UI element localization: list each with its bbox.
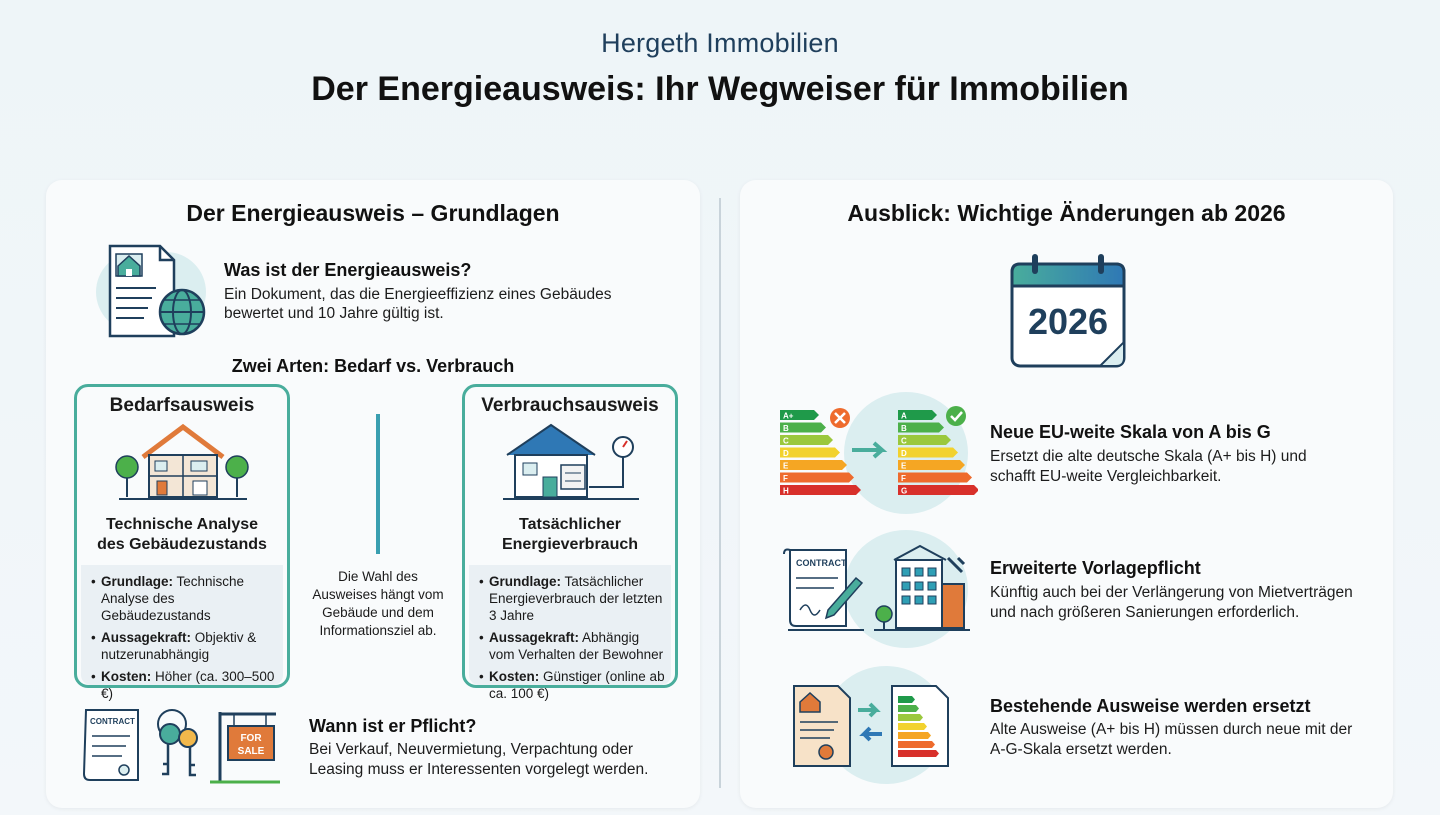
verbrauch-subtitle-2: Energieverbrauch bbox=[501, 536, 639, 553]
calendar-icon bbox=[1008, 252, 1128, 372]
new-scale-bar bbox=[898, 485, 978, 495]
old-scale-bar bbox=[780, 485, 861, 495]
item-1-heading: Neue EU-weite Skala von A bis G bbox=[990, 422, 1271, 442]
when-heading: Wann ist er Pflicht? bbox=[309, 716, 477, 736]
new-scale-bar bbox=[898, 473, 972, 483]
verbrauch-title: Verbrauchsausweis bbox=[481, 395, 659, 416]
bedarf-bullet: • Kosten: Höher (ca. 300–500 €) bbox=[91, 668, 277, 702]
swap-scale-bar bbox=[898, 696, 915, 703]
item-2-heading: Erweiterte Vorlagepflicht bbox=[990, 558, 1201, 578]
calendar-year: 2026 bbox=[1027, 301, 1109, 342]
swap-scale-bar bbox=[898, 741, 935, 748]
swap-scale-bar bbox=[898, 723, 927, 730]
house-cutaway-icon bbox=[113, 421, 253, 511]
bedarf-subtitle-2: des Gebäudezustands bbox=[97, 536, 267, 553]
item-2-text-1: Künftig auch bei der Verlängerung von Mietverträgen bbox=[990, 584, 1353, 601]
bedarf-bullet: • Aussagekraft: Objektiv & nutzerunabhängig bbox=[91, 629, 277, 663]
old-scale-label: E bbox=[783, 461, 789, 471]
verbrauch-subtitle-1: Tatsächlicher bbox=[519, 516, 621, 533]
verbrauch-bullets bbox=[469, 565, 671, 701]
verbrauch-bullet: • Grundlage: Tatsächlicher Energieverbrauch der letzten 3 Jahre bbox=[479, 573, 665, 624]
item-1-text-1: Ersetzt die alte deutsche Skala (A+ bis H) und bbox=[990, 448, 1307, 465]
bedarf-card bbox=[74, 384, 290, 701]
item-1-text-2: schafft EU-weite Vergleichbarkeit. bbox=[990, 468, 1222, 485]
verbrauch-bullet: • Aussagekraft: Abhängig vom Verhalten der Bewohner bbox=[479, 629, 665, 663]
new-scale-label: B bbox=[901, 424, 907, 433]
bedarf-bullet: • Grundlage: Technische Analyse des Gebäudezustands bbox=[91, 573, 277, 624]
basics-panel bbox=[46, 180, 700, 808]
swap-scale-bar bbox=[898, 705, 919, 712]
vs-line bbox=[376, 414, 380, 554]
certificate-swap-icon bbox=[790, 682, 960, 772]
item-2-text-2: und nach größeren Sanierungen erforderlich. bbox=[990, 604, 1300, 621]
page-title: Der Energieausweis: Ihr Wegweiser für Immobilien bbox=[311, 70, 1129, 108]
new-scale-label: D bbox=[901, 449, 907, 458]
types-heading: Zwei Arten: Bedarf vs. Verbrauch bbox=[231, 356, 515, 376]
item-3-text-2: A-G-Skala ersetzt werden. bbox=[990, 741, 1172, 758]
contract-building-icon bbox=[778, 544, 978, 634]
swap-scale-bar bbox=[898, 732, 931, 739]
old-scale-bar bbox=[780, 448, 840, 458]
sign-line-1: FOR bbox=[240, 733, 262, 744]
what-heading: Was ist der Energieausweis? bbox=[224, 260, 472, 280]
new-scale-label: E bbox=[901, 461, 907, 471]
contract-label: CONTRACT bbox=[90, 717, 135, 726]
item-3-text-1: Alte Ausweise (A+ bis H) müssen durch neue mit der bbox=[990, 721, 1353, 738]
verbrauch-subtitle bbox=[465, 515, 675, 555]
contract-label: CONTRACT bbox=[796, 558, 847, 568]
old-scale-label: C bbox=[783, 436, 789, 446]
energy-scale-comparison-icon bbox=[778, 406, 978, 502]
swap-scale-bar bbox=[898, 714, 923, 721]
new-scale-bar bbox=[898, 460, 965, 470]
bedarf-bullets bbox=[81, 565, 283, 701]
old-scale-label: F bbox=[783, 474, 788, 483]
arrow-right-icon bbox=[852, 443, 882, 457]
certificate-document-icon bbox=[104, 242, 214, 342]
swap-scale-bar bbox=[898, 750, 939, 757]
old-scale-bar bbox=[780, 460, 847, 470]
new-scale-label: C bbox=[901, 436, 907, 446]
brand-name: Hergeth Immobilien bbox=[601, 28, 839, 58]
when-text-1: Bei Verkauf, Neuvermietung, Verpachtung oder bbox=[309, 741, 633, 758]
check-icon bbox=[946, 406, 966, 426]
contract-keys-sale-icon bbox=[80, 704, 320, 788]
what-text-1: Ein Dokument, das die Energieeffizienz eines Gebäudes bbox=[224, 286, 612, 303]
new-scale-bar bbox=[898, 448, 958, 458]
bedarf-subtitle bbox=[77, 515, 287, 555]
old-scale-label: H bbox=[783, 486, 789, 496]
new-scale-label: G bbox=[901, 486, 908, 496]
old-scale-bar bbox=[780, 473, 854, 483]
old-scale-label: D bbox=[783, 449, 789, 458]
verbrauch-bullet: • Kosten: Günstiger (online ab ca. 100 €) bbox=[479, 668, 665, 702]
outlook-panel bbox=[740, 180, 1393, 808]
verbrauch-card bbox=[462, 384, 678, 701]
new-scale-label: A bbox=[901, 411, 907, 421]
bedarf-title: Bedarfsausweis bbox=[109, 395, 255, 416]
bedarf-subtitle-1: Technische Analyse bbox=[105, 516, 259, 533]
new-scale-label: F bbox=[901, 474, 906, 483]
basics-title: Der Energieausweis – Grundlagen bbox=[186, 200, 560, 226]
center-divider bbox=[719, 198, 721, 788]
item-3-heading: Bestehende Ausweise werden ersetzt bbox=[990, 696, 1311, 716]
house-meter-icon bbox=[499, 421, 649, 511]
old-scale-label: B bbox=[783, 424, 789, 433]
when-text-2: Leasing muss er Interessenten vorgelegt werden. bbox=[309, 761, 649, 778]
old-scale-label: A+ bbox=[783, 411, 794, 421]
outlook-title: Ausblick: Wichtige Änderungen ab 2026 bbox=[847, 200, 1286, 226]
choice-note: Die Wahl des Ausweises hängt vom Gebäude und dem Informationsziel ab. bbox=[312, 569, 444, 638]
what-text-2: bewertet und 10 Jahre gültig ist. bbox=[224, 305, 444, 322]
sign-line-2: SALE bbox=[237, 746, 265, 757]
